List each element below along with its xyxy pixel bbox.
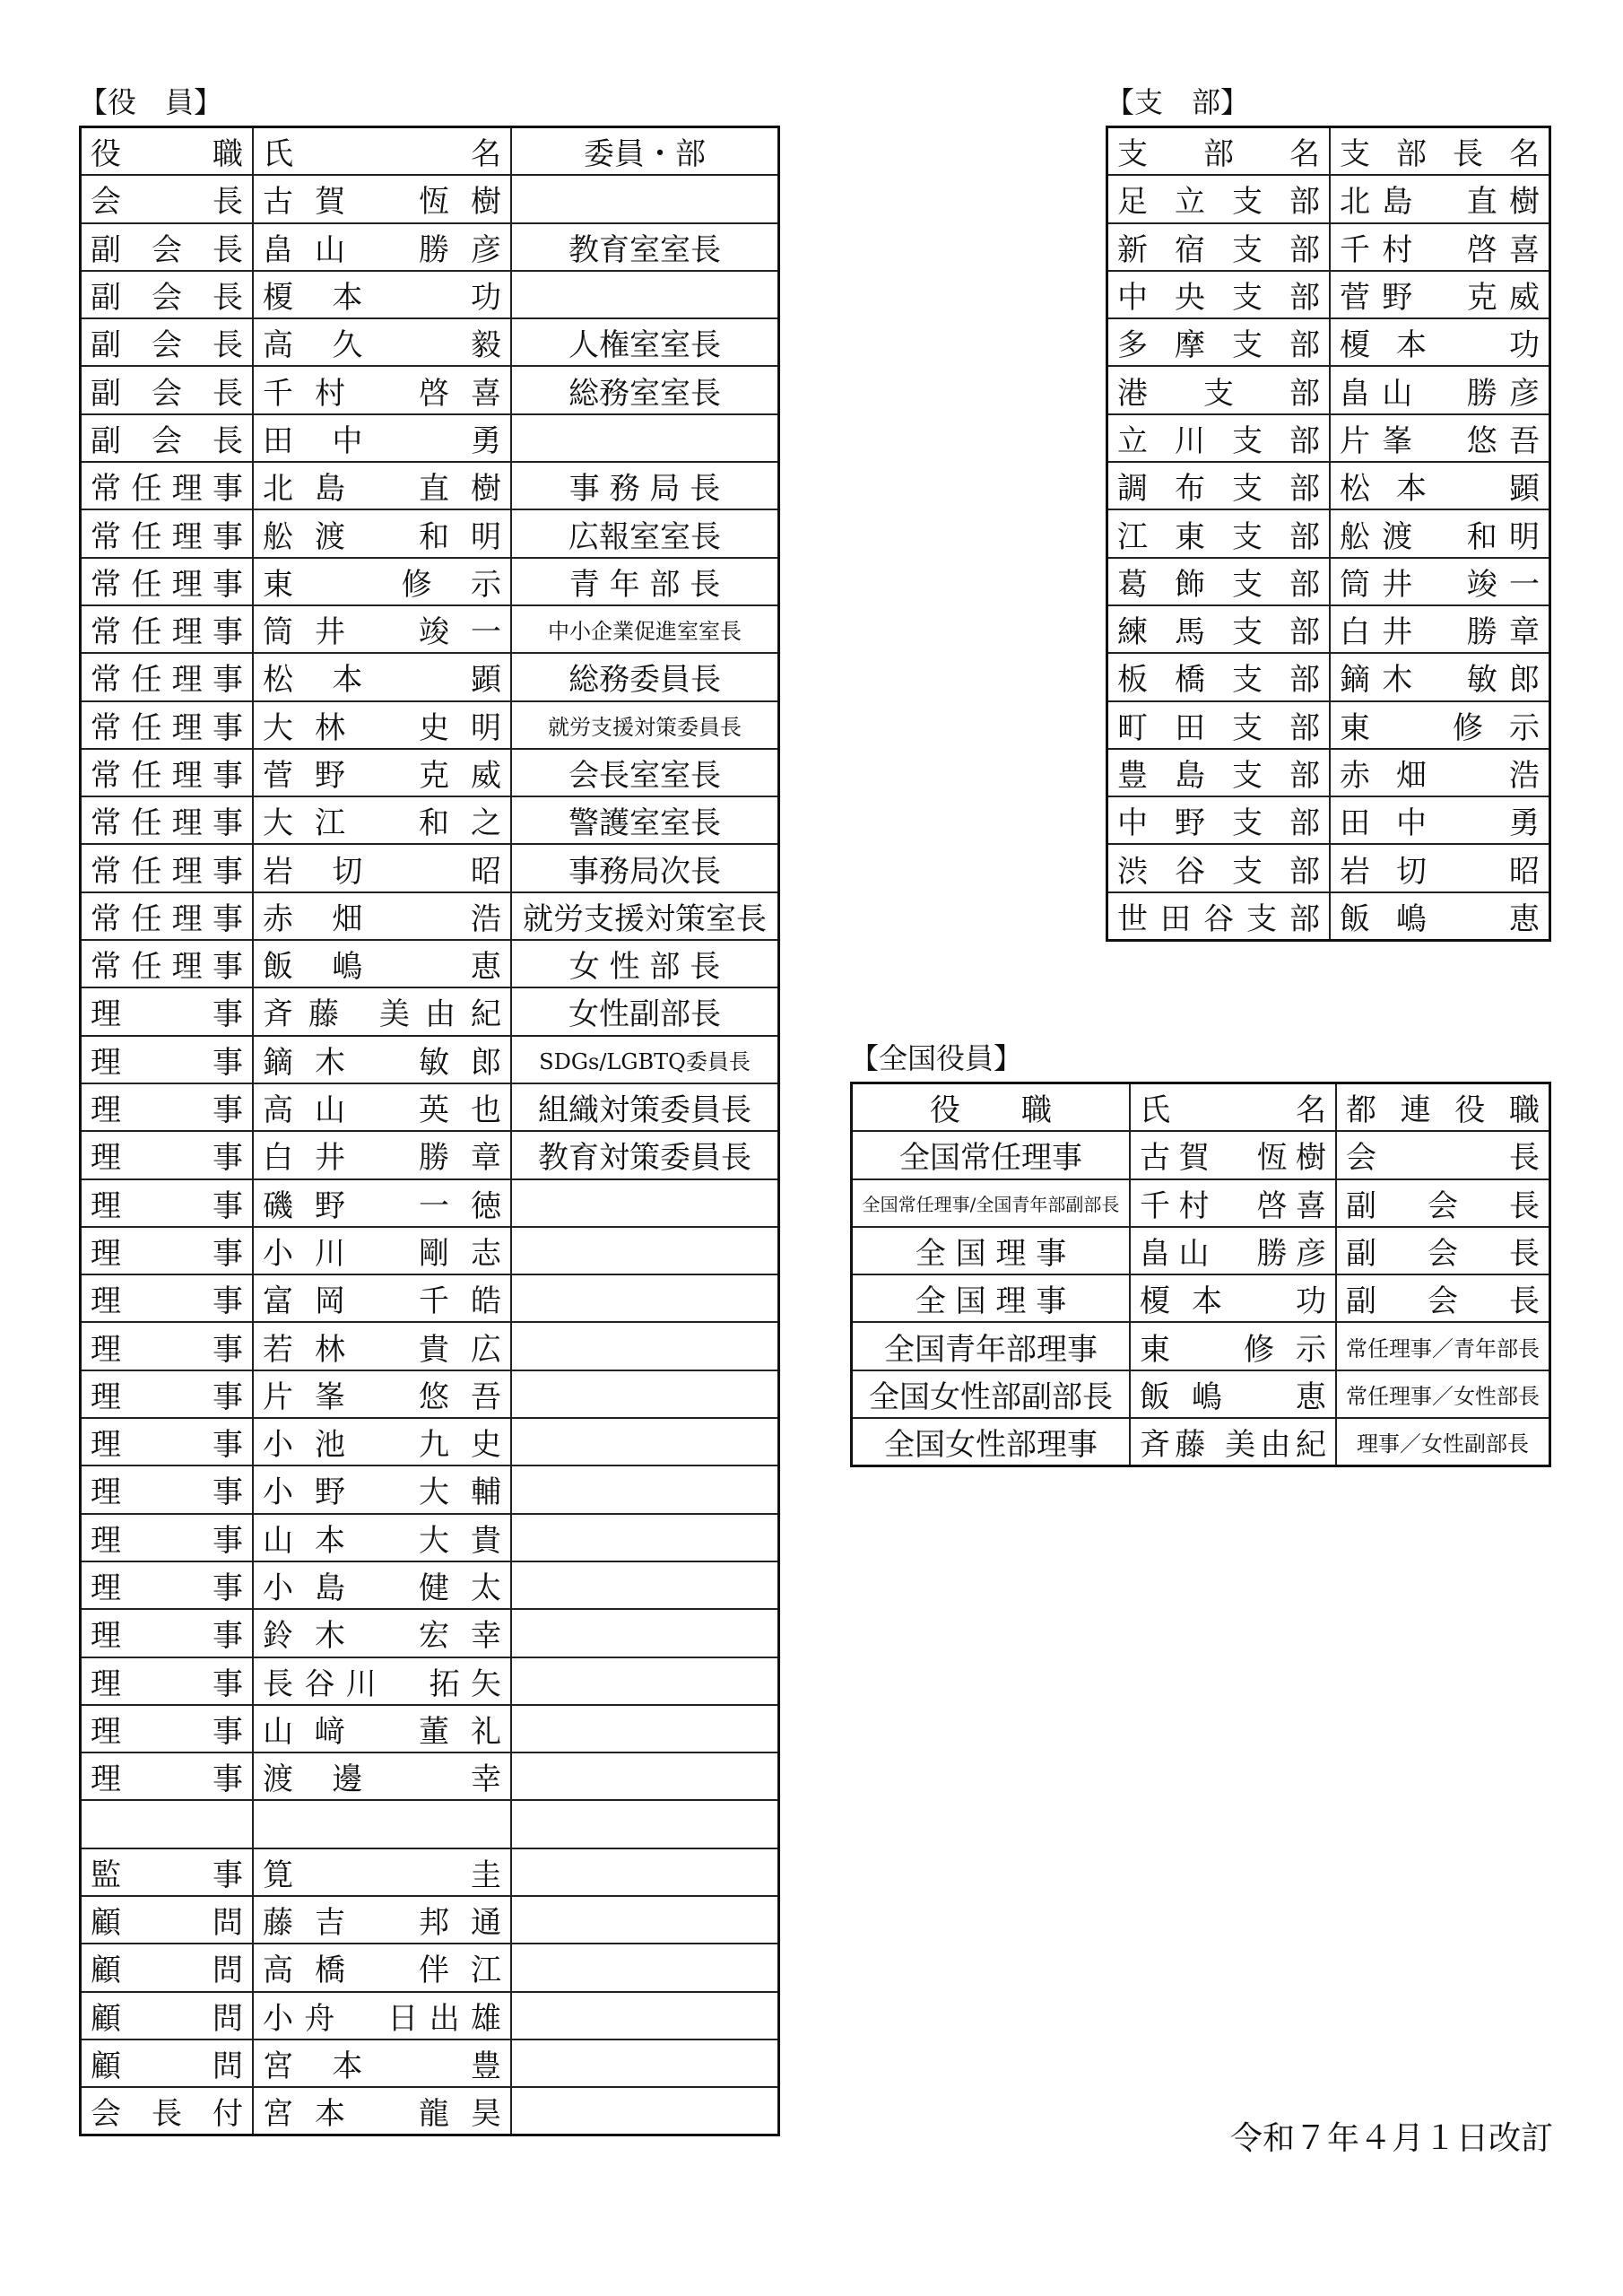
branch-row [1107, 414, 1550, 462]
officer-row [81, 1705, 779, 1752]
branch-cell-head: 松本 顕 [1330, 462, 1550, 509]
officer-cell-committee: 女 性 部 長 [511, 940, 779, 987]
officer-cell-committee: 事 務 局 長 [511, 462, 779, 509]
officer-cell-committee [511, 1705, 779, 1752]
officer-cell-committee: 教育対策委員長 [511, 1131, 779, 1178]
branch-row [1107, 653, 1550, 700]
national-row [852, 1179, 1550, 1227]
officer-row [81, 509, 779, 557]
officer-row [81, 796, 779, 844]
officer-cell-committee [511, 1322, 779, 1370]
officer-cell-name: 片峯 悠吾 [253, 1370, 511, 1418]
national-cell-metro-position: 理事／女性副部長 [1336, 1418, 1550, 1466]
officer-cell-name: 富岡 千皓 [253, 1274, 511, 1322]
branch-cell-branch: 豊島支部 [1107, 749, 1331, 796]
officer-cell-name: 田中 勇 [253, 414, 511, 462]
officer-cell-position: 理 事 [81, 1131, 254, 1178]
officer-row [81, 892, 779, 940]
officer-cell-committee: 就労支援対策委員長 [511, 701, 779, 749]
officer-cell-name [253, 1800, 511, 1848]
national-cell-position: 全 国 理 事 [852, 1227, 1131, 1274]
officer-row [81, 749, 779, 796]
branch-cell-branch: 中野支部 [1107, 796, 1331, 844]
header-committee: 委員・部 [511, 127, 779, 176]
officer-cell-position: 常任理事 [81, 701, 254, 749]
officer-cell-name: 宮本 龍昊 [253, 2087, 511, 2135]
branch-cell-branch: 葛飾支部 [1107, 558, 1331, 605]
officer-cell-name: 小池 九史 [253, 1418, 511, 1465]
officer-cell-name: 渡邊 幸 [253, 1752, 511, 1800]
branches-table [1106, 126, 1551, 942]
officer-cell-name: 小川 剛志 [253, 1227, 511, 1274]
officer-row [81, 462, 779, 509]
officer-cell-position: 理 事 [81, 1418, 254, 1465]
header-position: 役職 [81, 127, 254, 176]
officer-row [81, 1609, 779, 1657]
national-cell-metro-position: 常任理事／女性部長 [1336, 1370, 1550, 1418]
officer-row [81, 987, 779, 1035]
officer-cell-name: 高山 英也 [253, 1083, 511, 1131]
branch-cell-branch: 世田谷支部 [1107, 892, 1331, 941]
officer-cell-name: 鈴木 宏幸 [253, 1609, 511, 1657]
officer-row [81, 1465, 779, 1513]
officer-row [81, 1944, 779, 1991]
officer-cell-committee [511, 271, 779, 318]
header-branch-head: 支部長名 [1330, 127, 1550, 176]
officers-section-label: 【役 員】 [79, 85, 223, 119]
officer-cell-name: 菅野 克威 [253, 749, 511, 796]
officer-cell-position: 理 事 [81, 1227, 254, 1274]
officer-cell-committee: SDGs/LGBTQ委員長 [511, 1036, 779, 1083]
branch-row [1107, 509, 1550, 557]
header-national-position: 役 職 [852, 1083, 1131, 1132]
officer-row [81, 701, 779, 749]
officer-cell-position: 常任理事 [81, 940, 254, 987]
officer-cell-position: 常任理事 [81, 844, 254, 891]
branch-cell-branch: 調布支部 [1107, 462, 1331, 509]
branch-cell-head: 東 修示 [1330, 701, 1550, 749]
officer-cell-position [81, 1800, 254, 1848]
officer-cell-name: 小舟 日出雄 [253, 1992, 511, 2039]
header-metro-position: 都連役職 [1336, 1083, 1550, 1132]
officer-cell-name: 高橋 伴江 [253, 1944, 511, 1991]
branch-row [1107, 605, 1550, 653]
branch-row [1107, 558, 1550, 605]
officer-cell-committee: 警護室室長 [511, 796, 779, 844]
branch-cell-branch: 練馬支部 [1107, 605, 1331, 653]
national-row [852, 1370, 1550, 1418]
branch-row [1107, 892, 1550, 941]
officer-cell-position: 常任理事 [81, 653, 254, 700]
officer-cell-name: 筧 圭 [253, 1848, 511, 1896]
officer-cell-name: 岩切 昭 [253, 844, 511, 891]
officer-cell-committee [511, 1465, 779, 1513]
officer-cell-position: 会長付 [81, 2087, 254, 2135]
officer-cell-committee [511, 1227, 779, 1274]
officer-cell-name: 藤吉 邦通 [253, 1896, 511, 1944]
officers-table [79, 126, 780, 2136]
officer-cell-committee: 組織対策委員長 [511, 1083, 779, 1131]
officer-cell-committee [511, 1418, 779, 1465]
officer-cell-position: 理 事 [81, 1179, 254, 1227]
national-header-row [852, 1083, 1550, 1132]
officer-cell-position: 理 事 [81, 1083, 254, 1131]
officer-cell-name: 磯野 一徳 [253, 1179, 511, 1227]
national-row [852, 1131, 1550, 1178]
officer-cell-committee: 事務局次長 [511, 844, 779, 891]
officer-cell-position: 理 事 [81, 1561, 254, 1609]
officer-row [81, 1992, 779, 2039]
officer-cell-name: 高久 毅 [253, 318, 511, 366]
officer-row [81, 1514, 779, 1561]
officer-cell-position: 理 事 [81, 1370, 254, 1418]
officer-row [81, 558, 779, 605]
national-cell-name: 斉藤 美由紀 [1130, 1418, 1336, 1466]
officer-cell-name: 山本 大貴 [253, 1514, 511, 1561]
officer-cell-position: 監 事 [81, 1848, 254, 1896]
officer-row [81, 1561, 779, 1609]
branch-cell-head: 畠山 勝彦 [1330, 366, 1550, 413]
branch-cell-head: 筒井 竣一 [1330, 558, 1550, 605]
officer-cell-name: 榎本 功 [253, 271, 511, 318]
officer-cell-name: 斉藤 美由紀 [253, 987, 511, 1035]
branch-cell-head: 飯嶋 恵 [1330, 892, 1550, 941]
branches-header-row [1107, 127, 1550, 176]
officer-cell-name: 小島 健太 [253, 1561, 511, 1609]
branch-cell-head: 赤畑 浩 [1330, 749, 1550, 796]
officer-cell-name: 大江 和之 [253, 796, 511, 844]
officer-cell-name: 舩渡 和明 [253, 509, 511, 557]
officer-cell-committee [511, 1514, 779, 1561]
officer-cell-position: 理 事 [81, 1036, 254, 1083]
officer-cell-position: 理 事 [81, 1514, 254, 1561]
branch-row [1107, 366, 1550, 413]
officer-cell-name: 畠山 勝彦 [253, 223, 511, 271]
national-cell-name: 畠山 勝彦 [1130, 1227, 1336, 1274]
officer-row [81, 653, 779, 700]
officer-cell-name: 大林 史明 [253, 701, 511, 749]
header-branch-name: 支部名 [1107, 127, 1331, 176]
officer-row [81, 940, 779, 987]
branch-cell-branch: 足立支部 [1107, 175, 1331, 222]
officer-cell-name: 北島 直樹 [253, 462, 511, 509]
officer-cell-name: 鏑木 敏郎 [253, 1036, 511, 1083]
officer-cell-position: 常任理事 [81, 892, 254, 940]
officer-cell-position: 理 事 [81, 1657, 254, 1705]
branch-cell-head: 片峯 悠吾 [1330, 414, 1550, 462]
national-cell-name: 飯嶋 恵 [1130, 1370, 1336, 1418]
officer-row [81, 1896, 779, 1944]
officer-cell-position: 副会長 [81, 414, 254, 462]
national-cell-metro-position: 副会長 [1336, 1227, 1550, 1274]
national-cell-position: 全国青年部理事 [852, 1322, 1131, 1370]
officer-row [81, 1418, 779, 1465]
officer-cell-position: 顧 問 [81, 1896, 254, 1944]
officer-cell-name: 山﨑 董礼 [253, 1705, 511, 1752]
national-cell-name: 古賀 恆樹 [1130, 1131, 1336, 1178]
officer-cell-position: 副会長 [81, 318, 254, 366]
national-cell-position: 全 国 理 事 [852, 1274, 1131, 1322]
officer-cell-committee [511, 1896, 779, 1944]
officer-cell-position: 副会長 [81, 223, 254, 271]
officer-cell-name: 赤畑 浩 [253, 892, 511, 940]
national-row [852, 1418, 1550, 1466]
national-row [852, 1227, 1550, 1274]
national-section-label: 【全国役員】 [850, 1041, 1023, 1075]
branch-row [1107, 796, 1550, 844]
officer-cell-committee: 総務室室長 [511, 366, 779, 413]
officer-cell-name: 筒井 竣一 [253, 605, 511, 653]
officer-cell-committee [511, 1609, 779, 1657]
officer-row [81, 271, 779, 318]
officer-cell-position: 常任理事 [81, 509, 254, 557]
branch-cell-branch: 港 支 部 [1107, 366, 1331, 413]
officer-cell-position: 理 事 [81, 987, 254, 1035]
officer-cell-committee: 就労支援対策室長 [511, 892, 779, 940]
officer-cell-position: 副会長 [81, 366, 254, 413]
officer-row [81, 1657, 779, 1705]
officer-row [81, 2039, 779, 2087]
officer-cell-position: 理 事 [81, 1705, 254, 1752]
officer-cell-position: 常任理事 [81, 796, 254, 844]
officer-row [81, 366, 779, 413]
national-cell-name: 千村 啓喜 [1130, 1179, 1336, 1227]
branch-row [1107, 271, 1550, 318]
officer-row [81, 1752, 779, 1800]
officer-cell-committee: 中小企業促進室室長 [511, 605, 779, 653]
officer-cell-committee: 女性副部長 [511, 987, 779, 1035]
officer-cell-committee [511, 2087, 779, 2135]
branch-cell-head: 白井 勝章 [1330, 605, 1550, 653]
officer-row [81, 1274, 779, 1322]
branch-cell-branch: 立川支部 [1107, 414, 1331, 462]
national-cell-name: 榎本 功 [1130, 1274, 1336, 1322]
officer-row [81, 1370, 779, 1418]
national-row [852, 1322, 1550, 1370]
branch-row [1107, 462, 1550, 509]
officer-cell-position: 顧 問 [81, 2039, 254, 2087]
officer-row [81, 1800, 779, 1848]
national-cell-position: 全国女性部理事 [852, 1418, 1131, 1466]
officer-row [81, 318, 779, 366]
branch-cell-head: 菅野 克威 [1330, 271, 1550, 318]
officer-cell-committee [511, 175, 779, 222]
header-national-name: 氏 名 [1130, 1083, 1336, 1132]
officer-cell-position: 常任理事 [81, 749, 254, 796]
branch-cell-head: 舩渡 和明 [1330, 509, 1550, 557]
officer-cell-committee [511, 2039, 779, 2087]
officer-cell-committee: 会長室室長 [511, 749, 779, 796]
officer-cell-committee: 青 年 部 長 [511, 558, 779, 605]
officer-cell-position: 常任理事 [81, 462, 254, 509]
officer-row [81, 1322, 779, 1370]
officer-cell-name: 若林 貴広 [253, 1322, 511, 1370]
officer-row [81, 175, 779, 222]
officer-cell-committee: 広報室室長 [511, 509, 779, 557]
branch-row [1107, 701, 1550, 749]
officer-row [81, 605, 779, 653]
officer-cell-committee [511, 1752, 779, 1800]
officer-cell-committee [511, 1370, 779, 1418]
branch-cell-branch: 中央支部 [1107, 271, 1331, 318]
officer-cell-committee [511, 1800, 779, 1848]
branch-row [1107, 318, 1550, 366]
officer-cell-position: 常任理事 [81, 558, 254, 605]
revision-date: 令和７年４月１日改訂 [1229, 2120, 1553, 2157]
branches-section-label: 【支 部】 [1106, 85, 1250, 119]
officer-cell-committee [511, 1944, 779, 1991]
officer-cell-name: 飯嶋 恵 [253, 940, 511, 987]
national-cell-metro-position: 会 長 [1336, 1131, 1550, 1178]
officer-row [81, 1848, 779, 1896]
officer-cell-committee [511, 414, 779, 462]
officer-cell-position: 理 事 [81, 1322, 254, 1370]
officer-cell-committee [511, 1179, 779, 1227]
officer-row [81, 1131, 779, 1178]
national-cell-position: 全国常任理事 [852, 1131, 1131, 1178]
branch-cell-branch: 渋谷支部 [1107, 844, 1331, 891]
officer-row [81, 2087, 779, 2135]
branch-row [1107, 175, 1550, 222]
officer-row [81, 414, 779, 462]
officer-cell-position: 副会長 [81, 271, 254, 318]
officer-cell-name: 宮本 豊 [253, 2039, 511, 2087]
officer-cell-committee [511, 1657, 779, 1705]
national-officers-table [850, 1082, 1551, 1467]
national-row [852, 1274, 1550, 1322]
officer-cell-name: 古賀 恆樹 [253, 175, 511, 222]
officer-cell-name: 東 修示 [253, 558, 511, 605]
national-cell-metro-position: 副会長 [1336, 1274, 1550, 1322]
branch-cell-branch: 町田支部 [1107, 701, 1331, 749]
officer-cell-committee [511, 1561, 779, 1609]
officer-cell-committee [511, 1848, 779, 1896]
national-cell-position: 全国常任理事/全国青年部副部長 [852, 1179, 1131, 1227]
officer-cell-position: 理 事 [81, 1609, 254, 1657]
officer-cell-committee: 総務委員長 [511, 653, 779, 700]
officer-cell-position: 常任理事 [81, 605, 254, 653]
branch-row [1107, 223, 1550, 271]
branch-cell-head: 榎本 功 [1330, 318, 1550, 366]
officer-cell-name: 長谷川 拓矢 [253, 1657, 511, 1705]
officer-cell-name: 千村 啓喜 [253, 366, 511, 413]
officer-cell-name: 白井 勝章 [253, 1131, 511, 1178]
officer-cell-position: 理 事 [81, 1752, 254, 1800]
officer-cell-committee [511, 1274, 779, 1322]
officer-cell-committee: 人権室室長 [511, 318, 779, 366]
branch-row [1107, 749, 1550, 796]
officer-row [81, 1227, 779, 1274]
officer-cell-position: 理 事 [81, 1274, 254, 1322]
branch-cell-head: 岩切 昭 [1330, 844, 1550, 891]
officer-row [81, 1083, 779, 1131]
header-name: 氏 名 [253, 127, 511, 176]
officer-cell-position: 会 長 [81, 175, 254, 222]
branch-cell-branch: 江東支部 [1107, 509, 1331, 557]
branch-cell-branch: 多摩支部 [1107, 318, 1331, 366]
officer-cell-position: 顧 問 [81, 1992, 254, 2039]
officer-row [81, 1036, 779, 1083]
national-cell-position: 全国女性部副部長 [852, 1370, 1131, 1418]
officer-cell-committee [511, 1992, 779, 2039]
officer-row [81, 1179, 779, 1227]
officer-cell-name: 小野 大輔 [253, 1465, 511, 1513]
branch-cell-head: 千村 啓喜 [1330, 223, 1550, 271]
officer-cell-position: 顧 問 [81, 1944, 254, 1991]
branch-cell-branch: 新宿支部 [1107, 223, 1331, 271]
branch-cell-head: 鏑木 敏郎 [1330, 653, 1550, 700]
officer-cell-committee: 教育室室長 [511, 223, 779, 271]
officers-header-row [81, 127, 779, 176]
officer-row [81, 223, 779, 271]
officer-cell-name: 松本 顕 [253, 653, 511, 700]
branch-cell-head: 田中 勇 [1330, 796, 1550, 844]
officer-row [81, 844, 779, 891]
branch-cell-head: 北島 直樹 [1330, 175, 1550, 222]
branch-row [1107, 844, 1550, 891]
officer-cell-position: 理 事 [81, 1465, 254, 1513]
national-cell-name: 東 修示 [1130, 1322, 1336, 1370]
national-cell-metro-position: 常任理事／青年部長 [1336, 1322, 1550, 1370]
branch-cell-branch: 板橋支部 [1107, 653, 1331, 700]
national-cell-metro-position: 副会長 [1336, 1179, 1550, 1227]
